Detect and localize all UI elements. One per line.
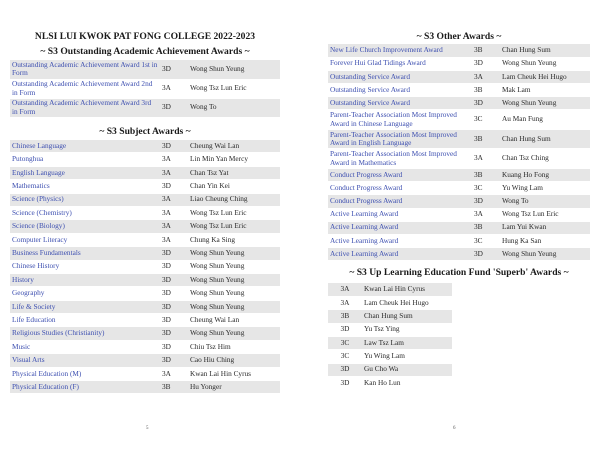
table-row — [328, 376, 590, 389]
class-code: 3B — [472, 129, 500, 149]
student-name: Wong To — [500, 195, 590, 208]
award-name: History — [10, 273, 160, 286]
student-name: Au Man Fung — [500, 110, 590, 130]
class-code: 3A — [160, 79, 188, 98]
class-code: 3D — [160, 273, 188, 286]
table-row — [10, 273, 280, 286]
table-row — [328, 248, 590, 261]
student-name: Wong Shun Yeung — [188, 273, 280, 286]
uplearning-awards-table — [328, 283, 590, 390]
student-name: Wong Shun Yeung — [500, 57, 590, 70]
award-name: Chinese History — [10, 260, 160, 273]
class-code: 3D — [160, 98, 188, 117]
class-code: 3A — [472, 149, 500, 169]
award-name: Science (Biology) — [10, 220, 160, 233]
other-awards-table — [328, 44, 590, 261]
award-name: Religious Studies (Christianity) — [10, 327, 160, 340]
table-row — [10, 340, 280, 353]
empty-cell — [452, 283, 590, 296]
award-name: Active Learning Award — [328, 208, 472, 221]
table-row — [328, 149, 590, 169]
empty-cell — [452, 297, 590, 310]
student-name: Lin Min Yan Mercy — [188, 153, 280, 166]
empty-cell — [452, 323, 590, 336]
award-name: Business Fundamentals — [10, 247, 160, 260]
student-name: Kwan Lai Hin Cyrus — [188, 367, 280, 380]
class-code: 3D — [160, 180, 188, 193]
award-name: Outstanding Academic Achievement Award 2nd in Form — [10, 79, 160, 98]
award-name: Chinese Language — [10, 140, 160, 153]
table-row — [10, 327, 280, 340]
award-name: English Language — [10, 166, 160, 179]
award-name: Music — [10, 340, 160, 353]
student-name: Lam Cheuk Hei Hugo — [362, 297, 452, 310]
student-name: Wong Shun Yeung — [500, 97, 590, 110]
table-row — [10, 166, 280, 179]
table-row — [328, 350, 590, 363]
student-name: Wong Shun Yeung — [188, 287, 280, 300]
table-row — [328, 283, 590, 296]
award-name: Science (Chemistry) — [10, 206, 160, 219]
award-name: Life & Society — [10, 300, 160, 313]
class-code: 3C — [472, 234, 500, 247]
award-name: Putonghua — [10, 153, 160, 166]
student-name: Chan Hung Sum — [500, 129, 590, 149]
table-row — [10, 260, 280, 273]
right-column — [328, 30, 590, 390]
student-name: Wong Shun Yeung — [188, 260, 280, 273]
table-row — [10, 193, 280, 206]
class-code: 3C — [472, 182, 500, 195]
award-name: Conduct Progress Award — [328, 195, 472, 208]
student-name: Lam Yui Kwan — [500, 221, 590, 234]
outstanding-awards-table — [10, 60, 280, 118]
left-column — [10, 30, 280, 394]
award-name: Outstanding Service Award — [328, 97, 472, 110]
table-row — [328, 363, 590, 376]
student-name: Hung Ka San — [500, 234, 590, 247]
class-code: 3A — [160, 233, 188, 246]
table-row — [10, 381, 280, 394]
table-row — [328, 208, 590, 221]
class-code: 3A — [328, 297, 362, 310]
table-row — [328, 297, 590, 310]
class-code: 3C — [472, 110, 500, 130]
empty-cell — [452, 376, 590, 389]
award-name: Visual Arts — [10, 354, 160, 367]
award-name: Physical Education (F) — [10, 381, 160, 394]
class-code: 3A — [328, 283, 362, 296]
table-row — [328, 310, 590, 323]
class-code: 3D — [328, 363, 362, 376]
class-code: 3D — [160, 354, 188, 367]
class-code: 3A — [160, 153, 188, 166]
student-name: Yu Wing Lam — [362, 350, 452, 363]
class-code: 3C — [328, 336, 362, 349]
award-name: Parent-Teacher Association Most Improved Award in Chinese Language — [328, 110, 472, 130]
class-code: 3D — [160, 314, 188, 327]
student-name: Cheung Wai Lan — [188, 140, 280, 153]
award-name: Geography — [10, 287, 160, 300]
student-name: Wong Tsz Lun Eric — [188, 206, 280, 219]
award-name: Parent-Teacher Association Most Improved Award in Mathematics — [328, 149, 472, 169]
award-name: Conduct Progress Award — [328, 182, 472, 195]
class-code: 3B — [472, 44, 500, 57]
award-name: Conduct Progress Award — [328, 168, 472, 181]
class-code: 3D — [160, 300, 188, 313]
class-code: 3A — [160, 206, 188, 219]
right-page — [300, 0, 600, 450]
award-name: Active Learning Award — [328, 221, 472, 234]
student-name: Chan Tsz Ching — [500, 149, 590, 169]
class-code: 3D — [328, 376, 362, 389]
student-name: Hu Yonger — [188, 381, 280, 394]
table-row — [10, 153, 280, 166]
award-name: Physical Education (M) — [10, 367, 160, 380]
award-name: Mathematics — [10, 180, 160, 193]
award-name: Parent-Teacher Association Most Improved Award in English Language — [328, 129, 472, 149]
table-row — [10, 60, 280, 79]
class-code: 3C — [328, 350, 362, 363]
student-name: Cao Hiu Ching — [188, 354, 280, 367]
table-row — [328, 195, 590, 208]
class-code: 3A — [472, 70, 500, 83]
student-name: Wong Shun Yeung — [188, 60, 280, 79]
table-row — [328, 70, 590, 83]
table-row — [328, 234, 590, 247]
student-name: Wong Shun Yeung — [188, 247, 280, 260]
class-code: 3D — [160, 340, 188, 353]
student-name: Wong Shun Yeung — [500, 248, 590, 261]
student-name: Law Tsz Lam — [362, 336, 452, 349]
award-name: Outstanding Service Award — [328, 70, 472, 83]
table-row — [328, 44, 590, 57]
table-row — [328, 110, 590, 130]
class-code: 3D — [472, 248, 500, 261]
table-row — [328, 221, 590, 234]
student-name: Chung Ka Sing — [188, 233, 280, 246]
award-name: Computer Literacy — [10, 233, 160, 246]
class-code: 3D — [472, 57, 500, 70]
class-code: 3D — [160, 260, 188, 273]
document-title: NLSI LUI KWOK PAT FONG COLLEGE 2022-2023 — [34, 31, 256, 42]
page-number-left: 5 — [146, 426, 149, 431]
award-name: New Life Church Improvement Award — [328, 44, 472, 57]
class-code: 3D — [160, 247, 188, 260]
student-name: Wong Tsz Lun Eric — [188, 79, 280, 98]
table-row — [10, 140, 280, 153]
student-name: Kuang Ho Fong — [500, 168, 590, 181]
student-name: Kan Ho Lun — [362, 376, 452, 389]
student-name: Liao Cheung Ching — [188, 193, 280, 206]
award-name: Life Education — [10, 314, 160, 327]
class-code: 3B — [472, 84, 500, 97]
class-code: 3D — [160, 140, 188, 153]
class-code: 3B — [328, 310, 362, 323]
student-name: Wong Shun Yeung — [188, 327, 280, 340]
class-code: 3D — [160, 60, 188, 79]
table-row — [10, 220, 280, 233]
table-row — [328, 182, 590, 195]
class-code: 3A — [472, 208, 500, 221]
student-name: Wong Tsz Lun Eric — [188, 220, 280, 233]
student-name: Cheung Wai Lan — [188, 314, 280, 327]
student-name: Wong Shun Yeung — [188, 300, 280, 313]
student-name: Chan Yin Kei — [188, 180, 280, 193]
student-name: Wong To — [188, 98, 280, 117]
award-name: Active Learning Award — [328, 234, 472, 247]
table-row — [328, 84, 590, 97]
table-row — [328, 129, 590, 149]
student-name: Chiu Tsz Him — [188, 340, 280, 353]
table-row — [328, 57, 590, 70]
subject-awards-table — [10, 140, 280, 395]
subject-awards-heading: ~ S3 Subject Awards ~ — [99, 125, 191, 137]
other-awards-heading: ~ S3 Other Awards ~ — [416, 31, 502, 42]
table-row — [10, 354, 280, 367]
class-code: 3B — [472, 168, 500, 181]
table-row — [10, 79, 280, 98]
class-code: 3B — [160, 381, 188, 394]
award-name: Outstanding Academic Achievement Award 1st in Form — [10, 60, 160, 79]
class-code: 3B — [472, 221, 500, 234]
empty-cell — [452, 363, 590, 376]
table-row — [10, 287, 280, 300]
class-code: 3A — [160, 220, 188, 233]
class-code: 3D — [160, 327, 188, 340]
student-name: Mak Lam — [500, 84, 590, 97]
award-name: Active Learning Award — [328, 248, 472, 261]
student-name: Lam Cheuk Hei Hugo — [500, 70, 590, 83]
empty-cell — [452, 350, 590, 363]
table-row — [328, 323, 590, 336]
student-name: Wong Tsz Lun Eric — [500, 208, 590, 221]
student-name: Chan Hung Sum — [362, 310, 452, 323]
student-name: Chan Tsz Yat — [188, 166, 280, 179]
class-code: 3D — [328, 323, 362, 336]
table-row — [10, 206, 280, 219]
uplearning-awards-heading: ~ S3 Up Learning Education Fund 'Superb' Awards ~ — [349, 267, 569, 279]
table-row — [10, 367, 280, 380]
class-code: 3D — [472, 97, 500, 110]
award-name: Forever Hui Glad Tidings Award — [328, 57, 472, 70]
student-name: Kwan Lai Hin Cyrus — [362, 283, 452, 296]
table-row — [10, 247, 280, 260]
empty-cell — [452, 310, 590, 323]
class-code: 3A — [160, 166, 188, 179]
table-row — [10, 180, 280, 193]
table-row — [10, 300, 280, 313]
table-row — [328, 168, 590, 181]
table-row — [10, 233, 280, 246]
empty-cell — [452, 336, 590, 349]
student-name: Chan Hung Sum — [500, 44, 590, 57]
student-name: Yu Tsz Ying — [362, 323, 452, 336]
award-name: Outstanding Service Award — [328, 84, 472, 97]
table-row — [328, 97, 590, 110]
table-row — [328, 336, 590, 349]
class-code: 3D — [160, 287, 188, 300]
student-name: Gu Cho Wa — [362, 363, 452, 376]
award-name: Science (Physics) — [10, 193, 160, 206]
table-row — [10, 314, 280, 327]
award-name: Outstanding Academic Achievement Award 3rd in Form — [10, 98, 160, 117]
table-row — [10, 98, 280, 117]
class-code: 3A — [160, 193, 188, 206]
class-code: 3A — [160, 367, 188, 380]
outstanding-awards-heading: ~ S3 Outstanding Academic Achievement Awards ~ — [40, 46, 250, 57]
page-number-right: 6 — [453, 426, 456, 431]
student-name: Yu Wing Lam — [500, 182, 590, 195]
class-code: 3D — [472, 195, 500, 208]
